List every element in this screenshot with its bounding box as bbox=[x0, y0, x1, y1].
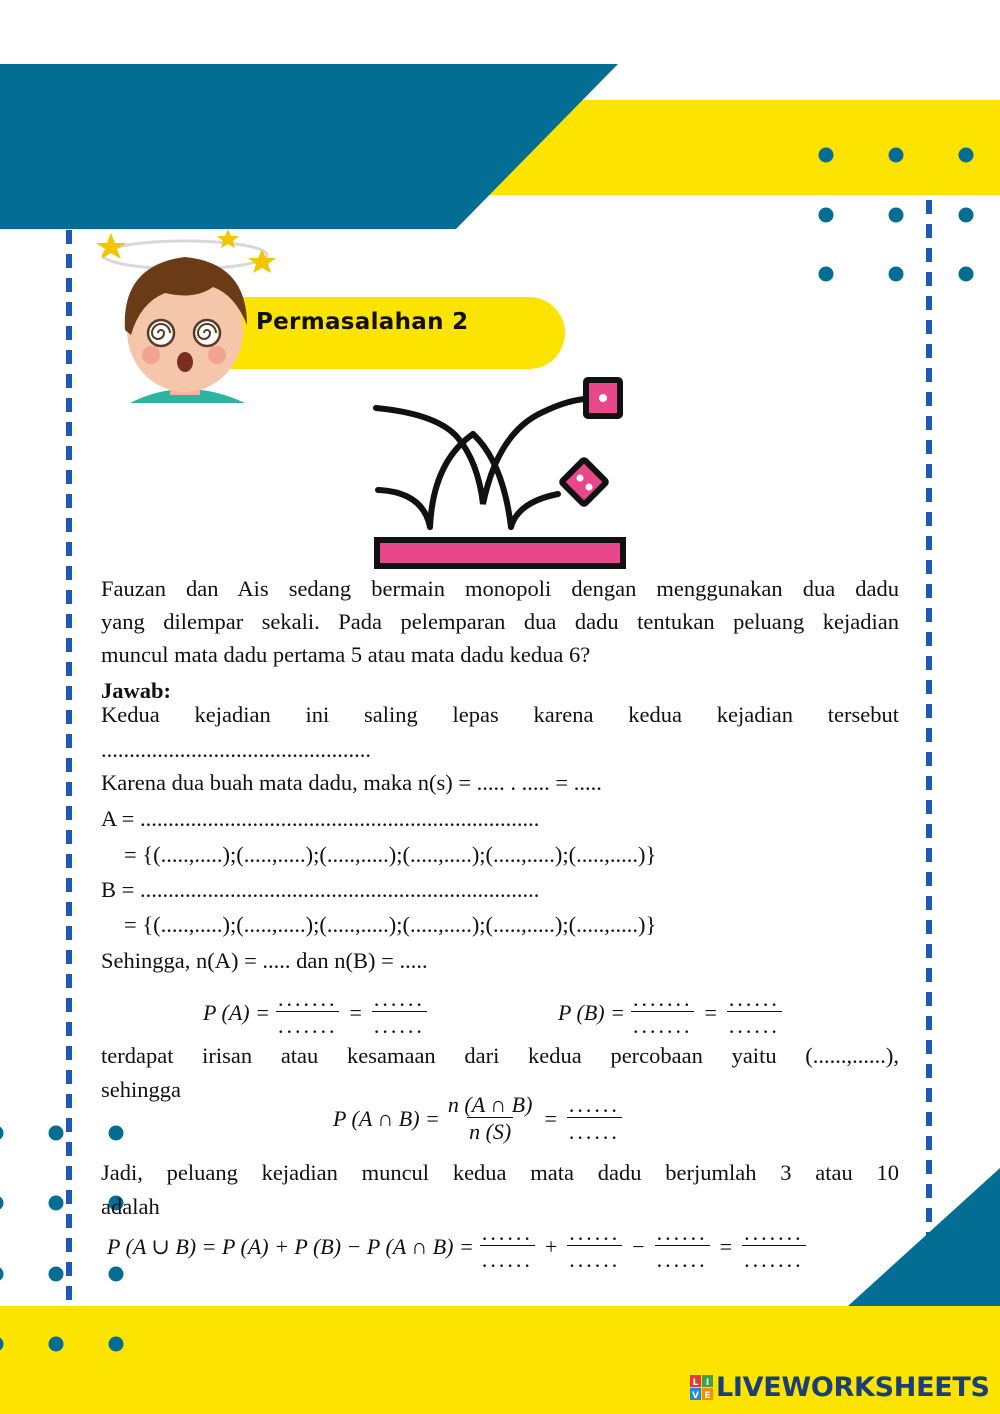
intersection-line[interactable]: terdapat irisan atau kesamaan dari kedua percobaan yaitu (......,......), bbox=[101, 1043, 899, 1068]
pa-formula: P (A) = $\frac{.......}{.......}$ = $\frac{......}{......}$ bbox=[203, 986, 425, 1038]
intersection-line: sehingga bbox=[101, 1077, 181, 1102]
set-a-definition[interactable]: A = ....................................................................... bbox=[101, 806, 540, 831]
svg-text:V: V bbox=[692, 1390, 699, 1401]
top-teal-banner bbox=[0, 64, 618, 229]
pb-fraction[interactable]: $\frac{.......}{.......}$ bbox=[632, 986, 693, 1038]
pa-fraction[interactable]: $\frac{.......}{.......}$ bbox=[277, 986, 338, 1038]
pa-result[interactable]: $\frac{......}{......}$ bbox=[373, 986, 425, 1038]
pb-result[interactable]: $\frac{......}{......}$ bbox=[728, 986, 780, 1038]
set-a-elements[interactable]: = {(.....,.....);(.....,.....);(.....,.....);(.....,.....);(.....,.....);(.....,.....)} bbox=[124, 842, 657, 867]
svg-text:I: I bbox=[705, 1377, 710, 1388]
problem-line: muncul mata dadu pertama 5 atau mata dadu kedua 6? bbox=[101, 642, 591, 667]
page-title: Permasalahan 2 bbox=[256, 309, 469, 335]
pab-fraction: $\frac{n (A \cap B)}{n (S)}$ bbox=[447, 1092, 533, 1144]
star-icon bbox=[96, 233, 126, 259]
union-term-ab[interactable]: $\frac{......}{......}$ bbox=[656, 1220, 708, 1272]
sample-space-line[interactable]: Karena dua buah mata dadu, maka n(s) = ..... . ..... = ..... bbox=[101, 770, 602, 795]
counts-line[interactable]: Sehingga, n(A) = ..... dan n(B) = ..... bbox=[101, 948, 428, 973]
brand-name: LIVEWORKSHEETS bbox=[716, 1372, 990, 1403]
union-label: P (A ∪ B) = P (A) + P (B) − P (A ∩ B) = bbox=[107, 1233, 474, 1259]
conclusion-line: adalah bbox=[101, 1194, 160, 1219]
pab-formula: P (A ∩ B) = $\frac{n (A \cap B)}{n (S)}$ = $\frac{......}{......}$ bbox=[333, 1092, 620, 1144]
pab-result[interactable]: $\frac{......}{......}$ bbox=[568, 1092, 620, 1144]
problem-line: yang dilempar sekali. Pada pelemparan dua dadu tentukan peluang kejadian bbox=[101, 609, 899, 634]
union-term-b[interactable]: $\frac{......}{......}$ bbox=[569, 1220, 621, 1272]
liveworksheets-logo-icon bbox=[690, 1375, 714, 1401]
answer-line: Kedua kejadian ini saling lepas karena kedua kejadian tersebut bbox=[101, 702, 899, 727]
die-icon bbox=[561, 459, 606, 504]
problem-line: Fauzan dan Ais sedang bermain monopoli dengan menggunakan dua dadu bbox=[101, 576, 899, 601]
answer-label: Jawab: bbox=[101, 678, 172, 703]
svg-text:E: E bbox=[704, 1390, 711, 1401]
union-formula: P (A ∪ B) = P (A) + P (B) − P (A ∩ B) = $\frac{......}{......}$ + $\frac{......}{......}$ − $\frac{......}{......}$ = $\frac{.......}{.......}$ bbox=[107, 1220, 804, 1272]
pab-label: P (A ∩ B) = bbox=[333, 1105, 440, 1131]
svg-text:L: L bbox=[692, 1377, 699, 1388]
conclusion-line: Jadi, peluang kejadian muncul kedua mata dadu berjumlah 3 atau 10 bbox=[101, 1160, 899, 1185]
set-b-definition[interactable]: B = ....................................................................... bbox=[101, 877, 540, 902]
answer-blank[interactable]: ................................................ bbox=[101, 737, 371, 762]
liveworksheets-logo bbox=[690, 1372, 990, 1403]
board-icon bbox=[377, 540, 623, 566]
set-b-elements[interactable]: = {(.....,.....);(.....,.....);(.....,.....);(.....,.....);(.....,.....);(.....,.....)} bbox=[124, 912, 657, 937]
union-result[interactable]: $\frac{.......}{.......}$ bbox=[744, 1220, 804, 1272]
pb-label: P (B) = bbox=[558, 999, 625, 1025]
union-term-a[interactable]: $\frac{......}{......}$ bbox=[481, 1220, 533, 1272]
pb-formula: P (B) = $\frac{.......}{.......}$ = $\frac{......}{......}$ bbox=[558, 986, 780, 1038]
pa-label: P (A) = bbox=[203, 999, 270, 1025]
mouth bbox=[177, 352, 193, 372]
dice-bounce-icon bbox=[368, 372, 638, 572]
star-icon bbox=[248, 249, 276, 273]
